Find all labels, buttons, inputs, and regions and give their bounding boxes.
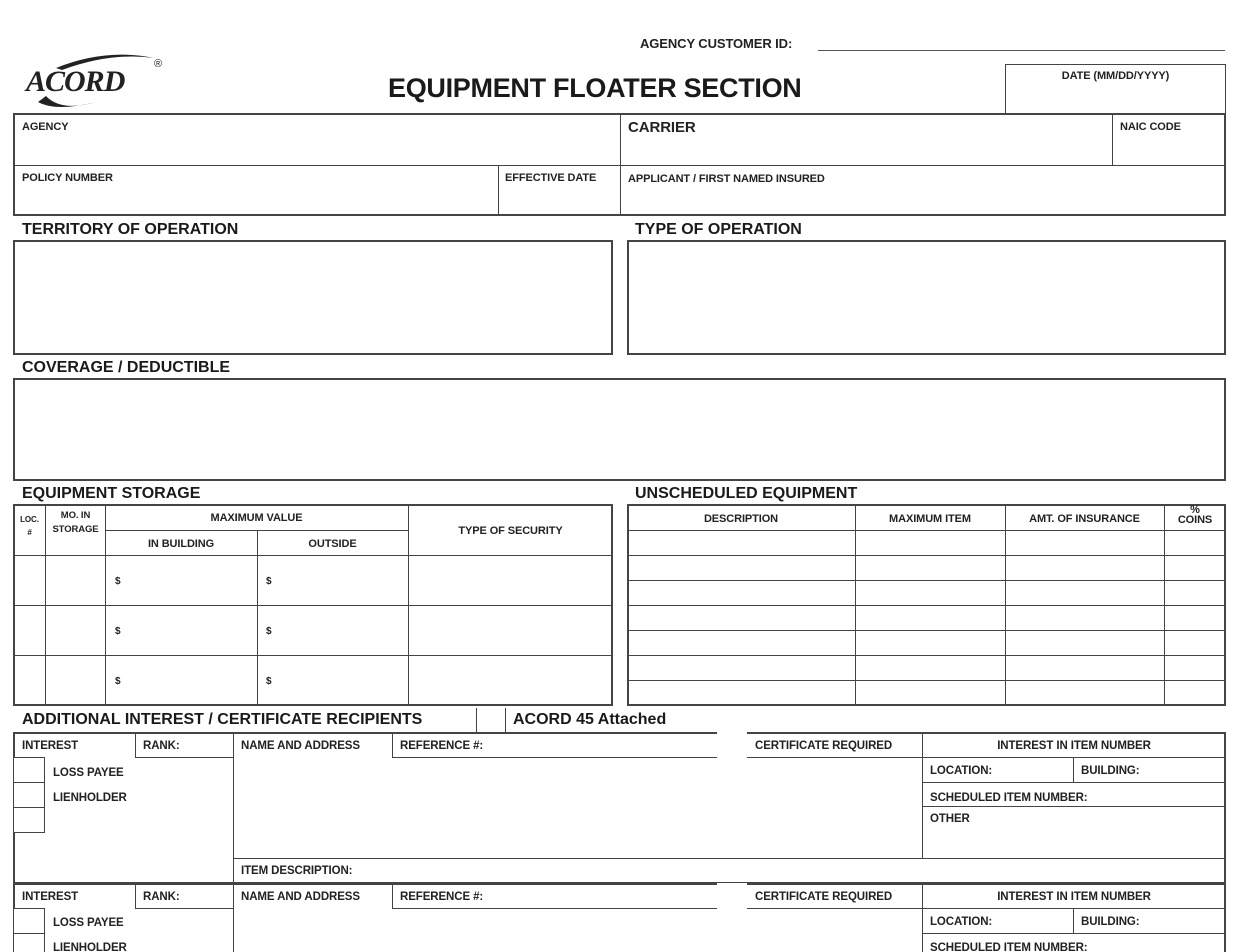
agency-customer-id-label: AGENCY CUSTOMER ID:: [640, 36, 793, 51]
unscheduled-row-2[interactable]: [629, 557, 1224, 579]
acord-logo: [16, 50, 176, 112]
amt-of-insurance-header: AMT. OF INSURANCE: [1029, 513, 1140, 525]
months-header-line2: STORAGE: [52, 524, 99, 535]
loc-header-line1: LOC.: [20, 515, 39, 524]
building-label-2: BUILDING:: [1081, 916, 1140, 928]
divider: [13, 555, 613, 556]
agency-customer-id-field[interactable]: [818, 50, 1225, 51]
location-label-2: LOCATION:: [930, 916, 993, 928]
divider: [257, 530, 258, 706]
divider: [392, 883, 393, 909]
logo-text: ACORD: [26, 65, 125, 98]
divider: [922, 908, 1226, 909]
location-label: LOCATION:: [930, 765, 993, 777]
coverage-heading: COVERAGE / DEDUCTIBLE: [22, 359, 231, 376]
divider: [627, 555, 1226, 556]
divider: [1112, 113, 1113, 165]
carrier-field[interactable]: [622, 137, 1110, 163]
maximum-item-header: MAXIMUM ITEM: [889, 513, 971, 525]
coins-header: [1164, 505, 1226, 525]
storage-row-3-in-building[interactable]: [125, 657, 256, 704]
unscheduled-row-7[interactable]: [629, 682, 1224, 704]
coins-header-line1: %: [1190, 504, 1200, 516]
currency-symbol: $: [266, 626, 272, 637]
storage-row-3-security[interactable]: [410, 657, 611, 704]
rank-label: RANK:: [143, 740, 180, 752]
storage-row-3-outside[interactable]: [276, 657, 407, 704]
divider: [627, 680, 1226, 681]
divider: [922, 806, 1226, 807]
divider: [627, 530, 1226, 531]
certificate-required-checkbox-2[interactable]: [717, 883, 747, 909]
certificate-required-label: CERTIFICATE REQUIRED: [755, 740, 893, 752]
currency-symbol: $: [115, 576, 121, 587]
equipment-storage-heading: EQUIPMENT STORAGE: [22, 485, 201, 502]
name-and-address-field-2[interactable]: [236, 911, 920, 952]
loss-payee-label: LOSS PAYEE: [53, 767, 124, 779]
lienholder-label-2: LIENHOLDER: [53, 942, 127, 952]
divider: [105, 530, 408, 531]
type-of-operation-field[interactable]: [627, 240, 1226, 355]
scheduled-item-number-label: SCHEDULED ITEM NUMBER:: [930, 792, 1088, 804]
naic-code-field[interactable]: [1114, 135, 1224, 163]
type-of-operation-heading: TYPE OF OPERATION: [635, 221, 802, 238]
storage-row-2-loc[interactable]: [15, 607, 44, 654]
divider: [1073, 908, 1074, 933]
effective-date-label: EFFECTIVE DATE: [505, 172, 597, 184]
acord45-attached-checkbox[interactable]: [476, 708, 506, 733]
name-and-address-label: NAME AND ADDRESS: [241, 740, 360, 752]
storage-row-3-loc[interactable]: [15, 657, 44, 704]
naic-code-label: NAIC CODE: [1120, 121, 1181, 133]
interest-in-item-number-label-2: INTEREST IN ITEM NUMBER: [997, 891, 1151, 903]
divider: [392, 908, 922, 909]
storage-row-2-in-building[interactable]: [125, 607, 256, 654]
agency-label: AGENCY: [22, 121, 69, 133]
rank-field[interactable]: [185, 735, 231, 756]
divider: [135, 883, 136, 909]
unscheduled-row-6[interactable]: [629, 657, 1224, 679]
coverage-field[interactable]: [13, 378, 1226, 481]
applicant-field[interactable]: [622, 186, 1224, 214]
divider: [627, 655, 1226, 656]
interest-label-2: INTEREST: [22, 891, 79, 903]
name-and-address-label-2: NAME AND ADDRESS: [241, 891, 360, 903]
divider: [135, 908, 233, 909]
divider: [135, 757, 233, 758]
scheduled-item-number-label-2: SCHEDULED ITEM NUMBER:: [930, 942, 1088, 952]
currency-symbol: $: [115, 626, 121, 637]
item-description-label: ITEM DESCRIPTION:: [241, 865, 353, 877]
description-header: DESCRIPTION: [703, 513, 779, 525]
divider: [627, 580, 1226, 581]
certificate-required-checkbox[interactable]: [717, 732, 747, 758]
other-label: OTHER: [930, 813, 970, 825]
territory-field[interactable]: [13, 240, 613, 355]
in-building-header: IN BUILDING: [147, 538, 215, 550]
loss-payee-label-2: LOSS PAYEE: [53, 917, 124, 929]
divider: [498, 165, 499, 216]
page-title: EQUIPMENT FLOATER SECTION: [388, 73, 802, 103]
storage-row-2-security[interactable]: [410, 607, 611, 654]
storage-row-1-security[interactable]: [410, 557, 611, 604]
interest-label: INTEREST: [22, 740, 79, 752]
months-header: [46, 509, 105, 537]
currency-symbol: $: [266, 576, 272, 587]
divider: [233, 732, 234, 884]
divider: [13, 655, 613, 656]
name-and-address-field[interactable]: [236, 760, 920, 856]
currency-symbol: $: [266, 676, 272, 687]
policy-number-label: POLICY NUMBER: [22, 172, 113, 184]
acord45-attached-label: ACORD 45 Attached: [513, 711, 667, 728]
divider: [233, 858, 1226, 859]
interest-in-item-number-label: INTEREST IN ITEM NUMBER: [997, 740, 1151, 752]
divider: [233, 883, 234, 952]
loc-header-line2: #: [27, 528, 32, 537]
divider: [627, 630, 1226, 631]
storage-row-3-months[interactable]: [47, 657, 104, 704]
divider: [392, 732, 393, 758]
lienholder-checkbox[interactable]: [13, 782, 45, 808]
policy-number-field[interactable]: [15, 186, 497, 214]
storage-row-2-outside[interactable]: [276, 607, 407, 654]
applicant-label: APPLICANT / FIRST NAMED INSURED: [628, 173, 825, 185]
max-value-header: MAXIMUM VALUE: [210, 512, 303, 524]
other-interest-checkbox[interactable]: [13, 807, 45, 833]
divider: [1073, 757, 1074, 782]
logo-registered: ®: [154, 58, 163, 70]
divider: [392, 757, 922, 758]
unscheduled-equipment-heading: UNSCHEDULED EQUIPMENT: [635, 485, 858, 502]
divider: [922, 782, 1226, 783]
date-label: DATE (MM/DD/YYYY): [1061, 70, 1170, 82]
certificate-required-label-2: CERTIFICATE REQUIRED: [755, 891, 893, 903]
loss-payee-checkbox[interactable]: [13, 757, 45, 783]
divider: [620, 113, 621, 216]
divider: [135, 732, 136, 758]
divider: [922, 757, 1226, 758]
rank-label-2: RANK:: [143, 891, 180, 903]
storage-row-2-months[interactable]: [47, 607, 104, 654]
unscheduled-row-3[interactable]: [629, 582, 1224, 604]
reference-label-2: REFERENCE #:: [400, 891, 484, 903]
agency-field[interactable]: [15, 135, 619, 163]
territory-heading: TERRITORY OF OPERATION: [22, 221, 239, 238]
additional-interest-heading: ADDITIONAL INTEREST / CERTIFICATE RECIPIENTS: [22, 711, 423, 728]
storage-row-1-months[interactable]: [47, 557, 104, 604]
divider: [627, 605, 1226, 606]
loss-payee-checkbox-2[interactable]: [13, 908, 45, 934]
type-of-security-header: TYPE OF SECURITY: [458, 525, 563, 537]
unscheduled-row-1[interactable]: [629, 532, 1224, 554]
unscheduled-row-5[interactable]: [629, 632, 1224, 654]
unscheduled-row-4[interactable]: [629, 607, 1224, 629]
storage-row-1-loc[interactable]: [15, 557, 44, 604]
building-label: BUILDING:: [1081, 765, 1140, 777]
lienholder-checkbox-2[interactable]: [13, 933, 45, 952]
currency-symbol: $: [115, 676, 121, 687]
months-header-line1: MO. IN: [60, 510, 91, 521]
storage-row-1-in-building[interactable]: [125, 557, 256, 604]
carrier-label: CARRIER: [628, 119, 696, 136]
lienholder-label: LIENHOLDER: [53, 792, 127, 804]
effective-date-field[interactable]: [500, 186, 619, 214]
divider: [13, 605, 613, 606]
storage-row-1-outside[interactable]: [276, 557, 407, 604]
divider: [922, 933, 1226, 934]
loc-header: [14, 513, 45, 539]
reference-label: REFERENCE #:: [400, 740, 484, 752]
coins-header-line2: COINS: [1177, 514, 1213, 526]
outside-header: OUTSIDE: [308, 538, 357, 550]
